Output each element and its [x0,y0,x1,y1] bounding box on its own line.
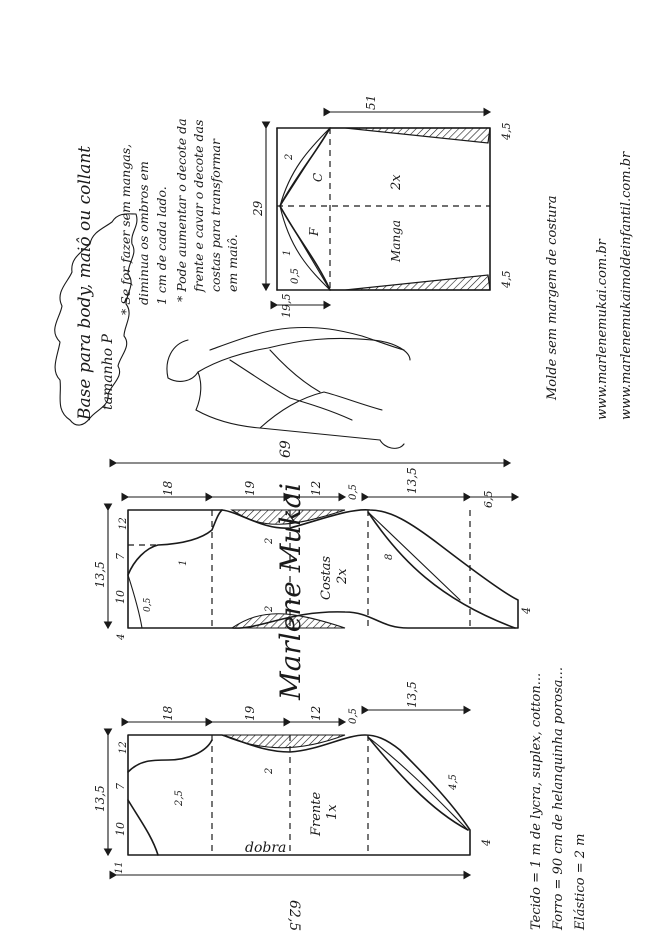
back-dim-05: 0,5 [348,484,359,500]
sleeve-dim-top: 51 [364,94,378,110]
back-dim-side-2a: 2 [264,537,275,544]
front-dim-12: 12 [309,705,323,721]
front-dim-neck-7: 7 [114,783,127,790]
sleeve-letter-f: F [307,227,321,236]
back-dim-12: 12 [309,480,323,496]
sleeve-dim-hem-bottom: 4,5 [500,270,513,288]
materials-lining: Forro = 90 cm de helanquinha porosa... [551,667,566,930]
sleeve-piece [251,95,513,318]
front-dim-width: 13,5 [93,785,107,812]
front-dim-4: 4 [480,839,493,846]
back-dim-width: 13,5 [93,561,107,588]
front-fold: dobra [245,840,287,856]
materials-fabric: Tecido = 1 m de lycra, suplex, cotton... [529,672,544,930]
sleeve-dim-wrist: 19,5 [280,293,293,318]
front-dim-18: 18 [161,705,175,721]
back-name: Costas [319,555,334,600]
front-name: Frente [309,791,324,836]
back-dim-neck-7: 7 [114,553,127,560]
front-piece [93,681,493,931]
front-dim-side-2: 2 [264,767,275,774]
neck-note-line: em maiô. [225,234,240,292]
front-dim-19: 19 [243,705,257,721]
materials [529,667,588,931]
front-dim-leg: 4,5 [448,774,459,790]
signature [274,483,307,701]
back-dim-neck-05: 0,5 [143,597,153,612]
title-line1: Base para body, maiô ou collant [75,145,95,420]
front-dim-curve: 2,5 [174,790,185,806]
back-count: 2x [335,568,350,584]
back-piece [93,467,533,641]
back-dim-shoulder-drop: 12 [118,517,129,530]
footer [545,151,634,420]
back-dim-135: 13,5 [405,467,419,494]
front-dim-shoulder-drop: 12 [118,741,129,754]
back-dim-curve-1: 1 [178,559,189,566]
figure-sketch [167,327,410,448]
seam-note: Molde sem margem de costura [545,195,560,400]
sleeve-dim-hem-top: 4,5 [500,122,513,140]
front-count: 1x [325,804,340,820]
back-dim-19: 19 [243,480,257,496]
site-2: www.marlenemukaimoldeinfantil.com.br [619,151,634,420]
neck-note [174,118,240,302]
front-dim-05: 0,5 [348,708,359,724]
sleeve-note-line: 1 cm de cada lado. [154,186,169,305]
neck-note-line: costas para transformar [208,139,223,292]
back-dim-neck-10: 10 [114,590,127,604]
neck-note-line: * Pode aumentar o decote da [174,118,189,302]
back-dim-18: 18 [161,480,175,496]
signature-text: Marlene Mukai [274,482,307,700]
sleeve-dim-curve-top: 2 [284,153,295,160]
front-dim-135: 13,5 [405,681,419,708]
back-dim-65: 6,5 [482,490,495,508]
back-dim-top-left: 4 [116,633,127,640]
back-dim-4: 4 [520,607,533,614]
sleeve-dim-curve-05: 0,5 [290,268,301,284]
sleeve-letter-c: C [311,172,325,182]
site-1: www.marlenemukai.com.br [595,239,610,420]
length-back-label: 69 [278,440,294,458]
materials-elastic: Elástico = 2 m [573,833,588,930]
back-dim-side-2b: 2 [264,605,275,612]
title-line2: tamanho P [100,334,116,410]
front-dim-neck-10: 10 [114,822,127,836]
sleeve-count: 2x [389,174,404,190]
back-dim-leg: 8 [384,553,395,560]
sleeve-dim-curve-1: 1 [282,249,293,256]
sleeve-note-line: diminua os ombros em [136,161,151,305]
sleeve-note [118,144,169,315]
sleeve-name: Manga [389,219,403,262]
sleeve-note-line: * Se for fazer sem mangas, [118,143,133,315]
sleeve-dim-side: 29 [251,200,265,216]
neck-note-line: frente e cavar o decote das [191,119,206,292]
front-dim-neck-low: 11 [114,861,125,874]
length-front-label: 62,5 [286,900,302,932]
